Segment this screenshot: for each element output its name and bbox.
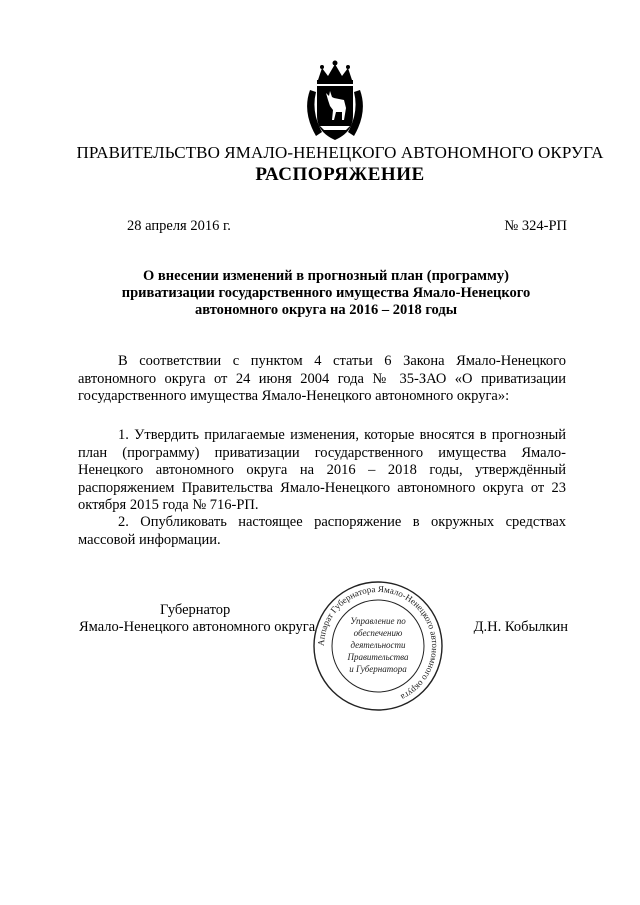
signatory-position-line1: Губернатор: [160, 602, 231, 618]
signatory-name: Д.Н. Кобылкин: [473, 619, 568, 635]
government-name: ПРАВИТЕЛЬСТВО ЯМАЛО-НЕНЕЦКОГО АВТОНОМНОГО ОКРУГА: [76, 143, 604, 162]
coat-of-arms-icon: [300, 60, 370, 144]
signatory-position-line2: Ямало-Ненецкого автономного округа: [79, 619, 316, 635]
item-2-paragraph: 2. Опубликовать настоящее распоряжение в окружных средствах массовой информации.: [78, 514, 566, 548]
document-number: № 324-РП: [504, 218, 567, 234]
document-date: 28 апреля 2016 г.: [127, 218, 231, 234]
document-subject: О внесении изменений в прогнозный план (программу) приватизации государственного имущества Ямало-Ненецкого автономного округа на 2016 – 2018 годы: [121, 268, 531, 318]
stamp-line: и Губернатора: [349, 664, 407, 674]
stamp-line: Управление по: [350, 616, 406, 626]
stamp-outer-text: Аппарат Губернатора Ямало-Ненецкого автономного округа: [315, 583, 441, 703]
stamp-line: деятельности: [350, 640, 406, 650]
stamp-line: обеспечению: [353, 628, 403, 638]
preamble-paragraph: В соответствии с пунктом 4 статьи 6 Закона Ямало-Ненецкого автономного округа от 24 июня 2004 года № 35-ЗАО «О приватизации государственного имущества Ямало-Ненецкого автономного округа»:: [78, 353, 566, 404]
document-type: РАСПОРЯЖЕНИЕ: [255, 164, 425, 185]
official-stamp: [312, 580, 444, 712]
stamp-line: Правительства: [347, 652, 409, 662]
item-1-paragraph: 1. Утвердить прилагаемые изменения, которые вносятся в прогнозный план (программу) приватизации государственного имущества Ямало-Ненецкого автономного округа на 2016 – 2018 годы, утверждённый распоряжением Правительства Ямало-Ненецкого автономного округа от 23 октября 2015 года № 716-РП.: [78, 427, 566, 513]
